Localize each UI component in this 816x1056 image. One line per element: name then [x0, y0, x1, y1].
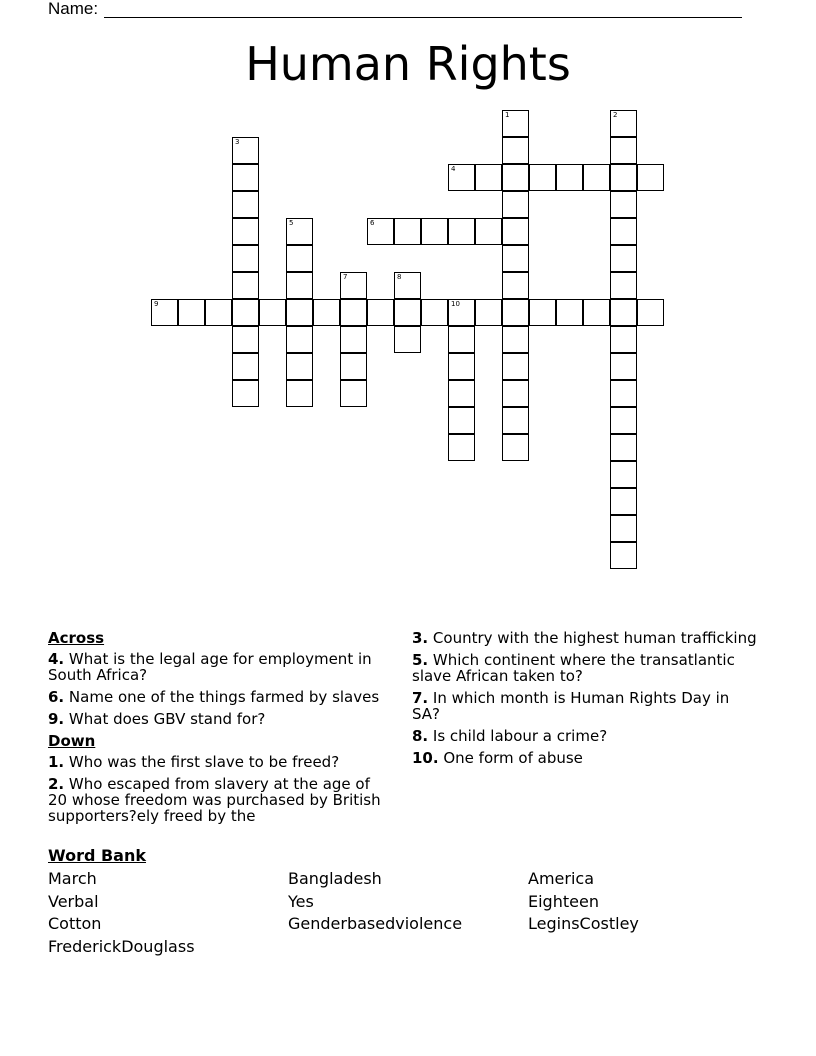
crossword-cell[interactable]: [367, 299, 394, 326]
clue-number: 10.: [412, 749, 439, 767]
crossword-cell[interactable]: [502, 245, 529, 272]
crossword-cell[interactable]: [151, 299, 178, 326]
clue-down-5: [412, 652, 762, 684]
clue-text: Name one of the things farmed by slaves: [68, 688, 380, 706]
crossword-cell[interactable]: [502, 137, 529, 164]
clue-down-8: [412, 728, 762, 744]
clue-across-4: [48, 651, 393, 683]
crossword-cell[interactable]: [610, 461, 637, 488]
crossword-cell[interactable]: [232, 164, 259, 191]
crossword-cell[interactable]: [232, 326, 259, 353]
word-bank-item: March: [48, 869, 97, 888]
crossword-cell[interactable]: [448, 218, 475, 245]
clue-text: Country with the highest human trafficking: [432, 629, 757, 647]
crossword-cell[interactable]: [286, 380, 313, 407]
crossword-cell[interactable]: [421, 218, 448, 245]
crossword-cell[interactable]: [421, 299, 448, 326]
crossword-cell[interactable]: [232, 299, 259, 326]
crossword-cell[interactable]: [610, 272, 637, 299]
word-bank-item: FrederickDouglass: [48, 936, 195, 956]
crossword-cell[interactable]: [610, 245, 637, 272]
cell-number: 3: [235, 138, 240, 146]
crossword-cell[interactable]: [610, 164, 637, 191]
clue-text: What does GBV stand for?: [68, 710, 266, 728]
clues-column-right: [412, 630, 762, 772]
crossword-cell[interactable]: [475, 218, 502, 245]
crossword-cell[interactable]: [394, 218, 421, 245]
clue-number: 9.: [48, 710, 65, 728]
crossword-cell[interactable]: [286, 218, 313, 245]
crossword-cell[interactable]: [286, 272, 313, 299]
crossword-cell[interactable]: [232, 218, 259, 245]
crossword-cell[interactable]: [259, 299, 286, 326]
crossword-cell[interactable]: [394, 326, 421, 353]
crossword-cell[interactable]: [529, 164, 556, 191]
crossword-cell[interactable]: [610, 353, 637, 380]
crossword-cell[interactable]: [286, 353, 313, 380]
crossword-cell[interactable]: [637, 164, 664, 191]
clue-number: 2.: [48, 775, 65, 793]
word-bank-item: Eighteen: [528, 891, 599, 911]
crossword-cell[interactable]: [502, 380, 529, 407]
clue-down-7: [412, 690, 762, 722]
crossword-cell[interactable]: [610, 407, 637, 434]
down-heading: Down: [48, 732, 96, 750]
word-bank-item: America: [528, 869, 594, 888]
crossword-cell[interactable]: [502, 272, 529, 299]
clue-number: 6.: [48, 688, 65, 706]
crossword-cell[interactable]: [340, 299, 367, 326]
crossword-cell[interactable]: [205, 299, 232, 326]
crossword-cell[interactable]: [232, 272, 259, 299]
crossword-cell[interactable]: [583, 164, 610, 191]
crossword-cell[interactable]: [610, 515, 637, 542]
crossword-cell[interactable]: [502, 407, 529, 434]
word-bank-item: LeginsCostley: [528, 914, 639, 933]
crossword-cell[interactable]: [448, 326, 475, 353]
crossword-cell[interactable]: [502, 353, 529, 380]
crossword-cell[interactable]: [367, 218, 394, 245]
clues-column-left: [48, 630, 393, 830]
crossword-cell[interactable]: [610, 299, 637, 326]
clue-number: 3.: [412, 629, 429, 647]
crossword-cell[interactable]: [475, 299, 502, 326]
clue-text: One form of abuse: [443, 749, 583, 767]
clue-number: 5.: [412, 651, 429, 669]
crossword-cell[interactable]: [502, 164, 529, 191]
crossword-cell[interactable]: [232, 245, 259, 272]
clue-down-2: [48, 776, 393, 824]
clue-down-10: [412, 750, 762, 766]
clue-text: In which month is Human Rights Day in SA?: [412, 689, 730, 723]
crossword-cell[interactable]: [178, 299, 205, 326]
crossword-cell[interactable]: [502, 299, 529, 326]
crossword-cell[interactable]: [502, 434, 529, 461]
crossword-cell[interactable]: [340, 272, 367, 299]
clue-number: 8.: [412, 727, 429, 745]
crossword-cell[interactable]: [637, 299, 664, 326]
crossword-cell[interactable]: [340, 326, 367, 353]
cell-number: 1: [505, 111, 510, 119]
crossword-cell[interactable]: [610, 137, 637, 164]
crossword-cell[interactable]: [340, 380, 367, 407]
crossword-cell[interactable]: [448, 380, 475, 407]
crossword-cell[interactable]: [394, 272, 421, 299]
clue-text: Is child labour a crime?: [432, 727, 608, 745]
crossword-cell[interactable]: [502, 326, 529, 353]
crossword-cell[interactable]: [286, 326, 313, 353]
clue-text: Who escaped from slavery at the age of 20 whose freedom was purchased by British supporters?ely freed by the: [48, 775, 381, 825]
crossword-cell[interactable]: [610, 488, 637, 515]
cell-number: 5: [289, 219, 294, 227]
word-bank-item: Cotton: [48, 914, 102, 933]
crossword-cell[interactable]: [610, 542, 637, 569]
page-title: Human Rights: [245, 37, 571, 91]
cell-number: 6: [370, 219, 375, 227]
crossword-cell[interactable]: [502, 191, 529, 218]
name-label: Name:: [48, 0, 99, 18]
clue-text: What is the legal age for employment in South Africa?: [48, 650, 372, 684]
crossword-cell[interactable]: [475, 164, 502, 191]
clue-text: Which continent where the transatlantic slave African taken to?: [412, 651, 735, 685]
clue-text: Who was the first slave to be freed?: [68, 753, 340, 771]
clue-number: 4.: [48, 650, 65, 668]
word-bank-item: Verbal: [48, 891, 99, 911]
crossword-cell[interactable]: [232, 353, 259, 380]
cell-number: 10: [451, 300, 460, 308]
crossword-cell[interactable]: [610, 380, 637, 407]
crossword-cell[interactable]: [529, 299, 556, 326]
crossword-cell[interactable]: [394, 299, 421, 326]
crossword-cell[interactable]: [502, 110, 529, 137]
crossword-cell[interactable]: [286, 245, 313, 272]
crossword-cell[interactable]: [502, 218, 529, 245]
crossword-cell[interactable]: [286, 299, 313, 326]
crossword-cell[interactable]: [340, 353, 367, 380]
word-bank-item: Bangladesh: [288, 869, 382, 888]
crossword-cell[interactable]: [232, 191, 259, 218]
clue-across-9: [48, 711, 393, 727]
clue-down-3: [412, 630, 762, 646]
crossword-cell[interactable]: [448, 164, 475, 191]
cell-number: 9: [154, 300, 159, 308]
crossword-cell[interactable]: [610, 218, 637, 245]
crossword-cell[interactable]: [448, 434, 475, 461]
cell-number: 2: [613, 111, 618, 119]
crossword-cell[interactable]: [583, 299, 610, 326]
word-bank-list: [48, 868, 768, 958]
word-bank-item: Genderbasedviolence: [288, 914, 463, 933]
crossword-cell[interactable]: [232, 137, 259, 164]
word-bank: [48, 846, 768, 958]
word-bank-heading: Word Bank: [48, 846, 147, 865]
cell-number: 8: [397, 273, 402, 281]
clue-number: 1.: [48, 753, 65, 771]
cell-number: 7: [343, 273, 348, 281]
crossword-cell[interactable]: [232, 380, 259, 407]
clue-number: 7.: [412, 689, 429, 707]
word-bank-item: Yes: [288, 891, 314, 911]
crossword-cell[interactable]: [610, 191, 637, 218]
crossword-cell[interactable]: [448, 299, 475, 326]
clue-down-1: [48, 754, 393, 770]
crossword-cell[interactable]: [610, 434, 637, 461]
clue-across-6: [48, 689, 393, 705]
crossword-cell[interactable]: [556, 164, 583, 191]
across-heading: Across: [48, 629, 105, 647]
crossword-cell[interactable]: [610, 326, 637, 353]
crossword-cell[interactable]: [448, 353, 475, 380]
crossword-cell[interactable]: [610, 110, 637, 137]
crossword-cell[interactable]: [556, 299, 583, 326]
crossword-cell[interactable]: [313, 299, 340, 326]
crossword-cell[interactable]: [448, 407, 475, 434]
cell-number: 4: [451, 165, 456, 173]
